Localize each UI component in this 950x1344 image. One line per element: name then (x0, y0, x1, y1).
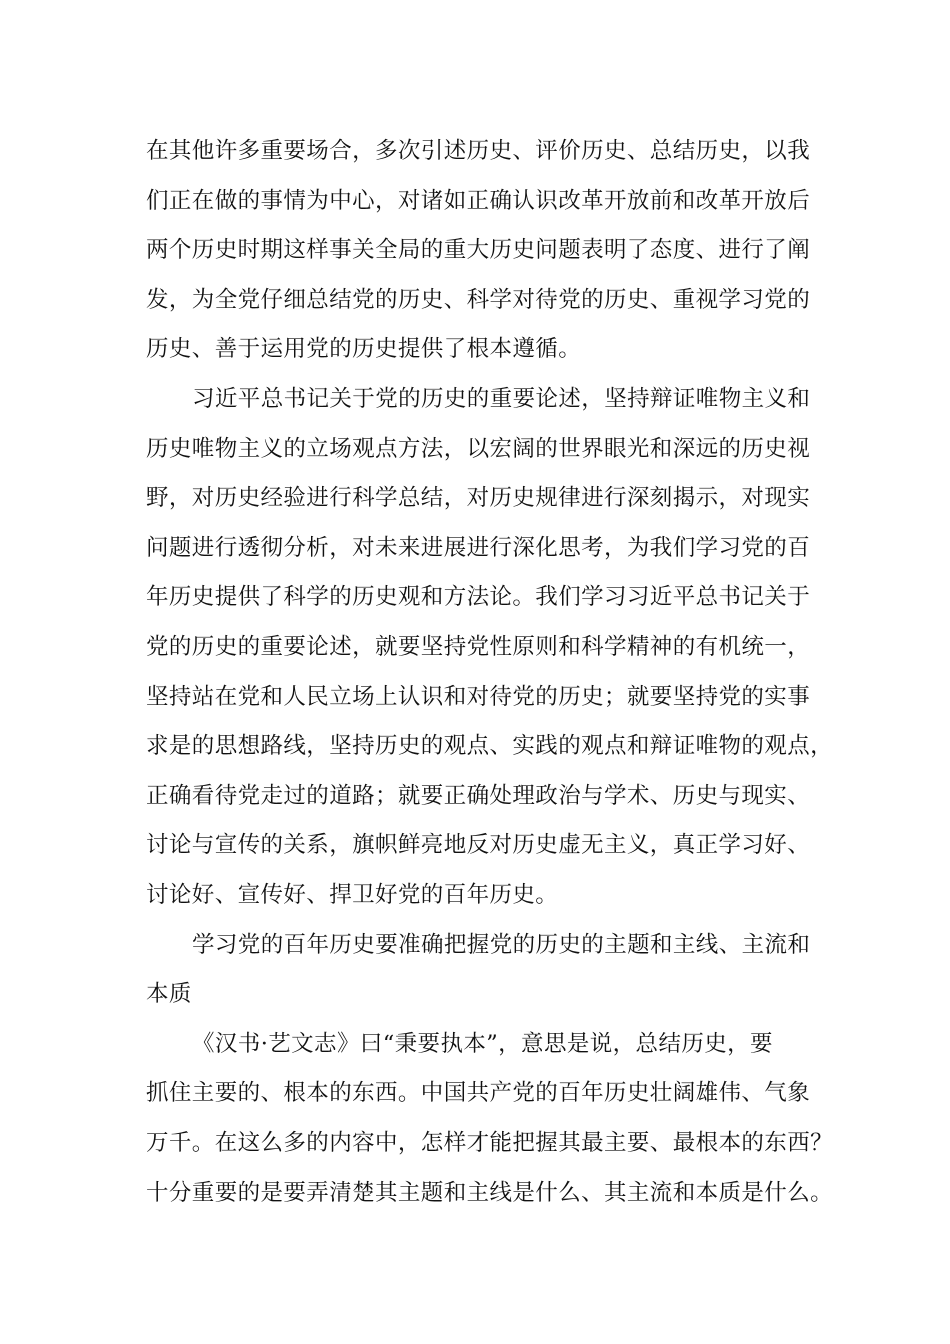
paragraph-first-line: 习近平总书记关于党的历史的重要论述，坚持辩证唯物主义和 (192, 386, 811, 412)
text-line: 讨论与宣传的关系，旗帜鲜亮地反对历史虚无主义，真正学习好、 (146, 832, 811, 858)
text-line: 问题进行透彻分析，对未来进展进行深化思考，为我们学习党的百 (146, 535, 811, 561)
section-heading-line: 本质 (146, 981, 192, 1007)
text-line: 党的历史的重要论述，就要坚持党性原则和科学精神的有机统一， (146, 634, 811, 660)
text-line: 年历史提供了科学的历史观和方法论。我们学习习近平总书记关于 (146, 584, 811, 610)
text-line: 讨论好、宣传好、捍卫好党的百年历史。 (146, 882, 559, 908)
text-line: 历史唯物主义的立场观点方法，以宏阔的世界眼光和深远的历史视 (146, 436, 811, 462)
text-line: 两个历史时期这样事关全局的重大历史问题表明了态度、进行了阐 (146, 237, 811, 263)
text-line: 坚持站在党和人民立场上认识和对待党的历史；就要坚持党的实事 (146, 684, 811, 710)
text-line: 们正在做的事情为中心，对诸如正确认识改革开放前和改革开放后 (146, 188, 811, 214)
text-line: 历史、善于运用党的历史提供了根本遵循。 (146, 336, 582, 362)
text-line: 野，对历史经验进行科学总结，对历史规律进行深刻揭示，对现实 (146, 485, 811, 511)
text-line: 万千。在这么多的内容中，怎样才能把握其最主要、最根本的东西？ (146, 1130, 834, 1156)
paragraph-first-line: 《汉书·艺文志》曰“秉要执本”，意思是说，总结历史，要 (192, 1031, 773, 1057)
text-line: 发，为全党仔细总结党的历史、科学对待党的历史、重视学习党的 (146, 287, 811, 313)
text-line: 在其他许多重要场合，多次引述历史、评价历史、总结历史，以我 (146, 138, 811, 164)
section-heading-line: 学习党的百年历史要准确把握党的历史的主题和主线、主流和 (192, 932, 811, 958)
text-line: 求是的思想路线，坚持历史的观点、实践的观点和辩证唯物的观点， (146, 733, 834, 759)
text-line: 十分重要的是要弄清楚其主题和主线是什么、其主流和本质是什么。 (146, 1180, 834, 1206)
text-line: 正确看待党走过的道路；就要正确处理政治与学术、历史与现实、 (146, 783, 811, 809)
text-line: 抓住主要的、根本的东西。中国共产党的百年历史壮阔雄伟、气象 (146, 1080, 811, 1106)
